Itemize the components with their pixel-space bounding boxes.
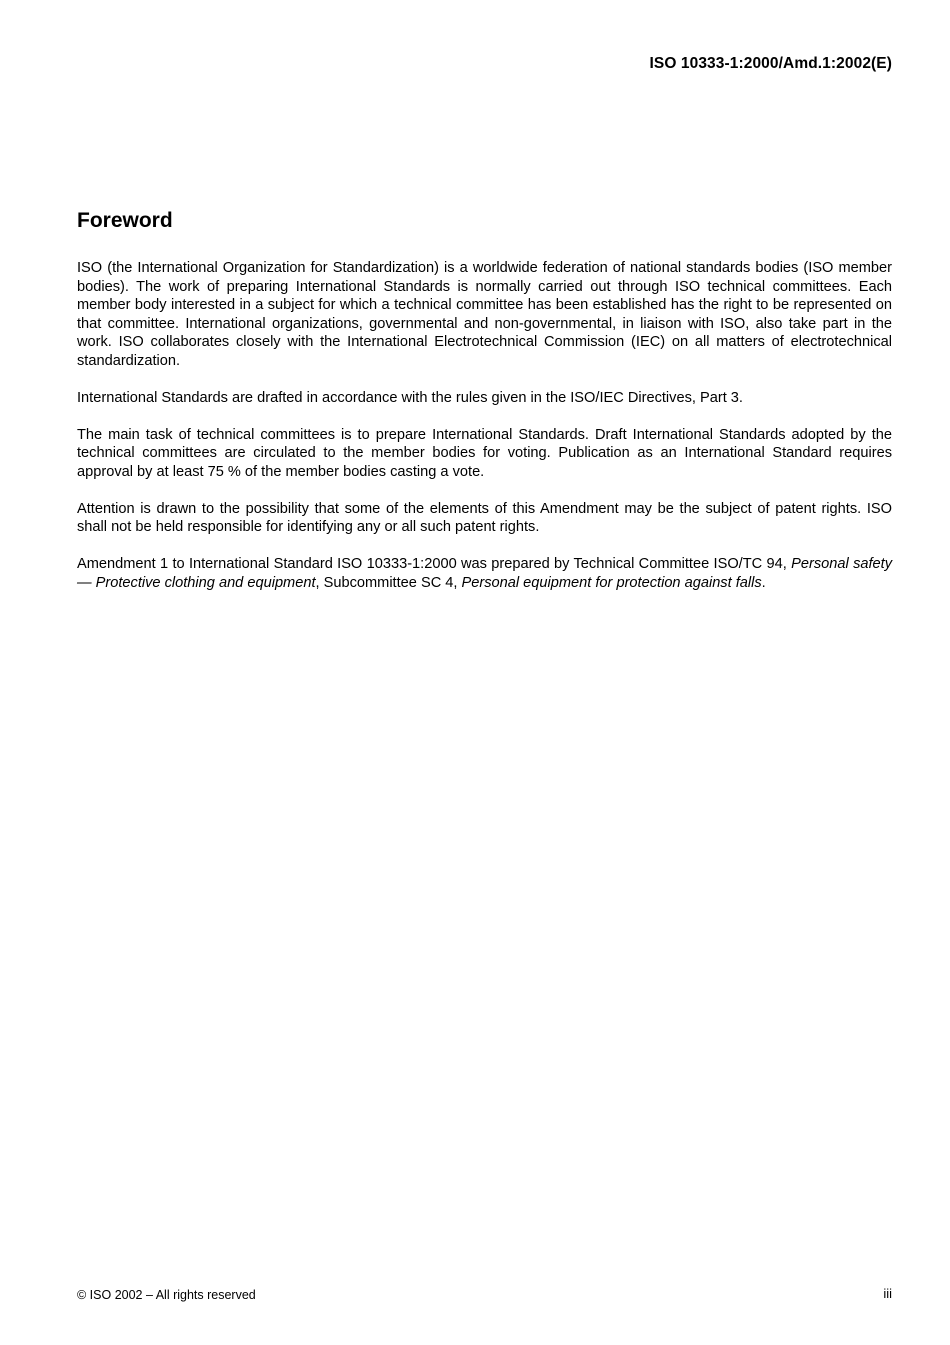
amendment-end: . (761, 574, 766, 591)
copyright-notice: © ISO 2002 – All rights reserved (77, 1288, 256, 1302)
subcommittee-intro: , Subcommittee SC 4, (315, 574, 462, 591)
foreword-body (77, 259, 892, 611)
paragraph-committee-task: The main task of technical committees is to prepare International Standards. Draft International Standards adopted by the technical committees are circulated to the member bodies for voting. Publication as an International Standard requires approval by at least 75 % of the member bodies casting a vote. (77, 426, 892, 480)
document-id-header: ISO 10333-1:2000/Amd.1:2002(E) (649, 55, 892, 72)
subcommittee-title: Personal equipment for protection against falls (461, 574, 762, 591)
amendment-intro: Amendment 1 to International Standard ISO 10333-1:2000 was prepared by Technical Committee ISO/TC 94, (77, 556, 792, 572)
paragraph-amendment-origin (77, 555, 892, 592)
page-number: iii (883, 1286, 892, 1301)
foreword-heading: Foreword (77, 209, 173, 232)
paragraph-patent-rights: Attention is drawn to the possibility that some of the elements of this Amendment may be the subject of patent rights. ISO shall not be held responsible for identifying any or all such patent rights. (77, 500, 892, 535)
committee-title: Personal safety — Protective clothing and equipment (77, 556, 892, 591)
paragraph-drafting-rules: International Standards are drafted in accordance with the rules given in the ISO/IEC Directives, Part 3. (77, 389, 743, 406)
paragraph-iso-federation: ISO (the International Organization for Standardization) is a worldwide federation of national standards bodies (ISO member bodies). The work of preparing International Standards is normally carried out through ISO technical committees. Each member body interested in a subject for which a technical committee has been established has the right to be represented on that committee. International organizations, governmental and non-governmental, in liaison with ISO, also take part in the work. ISO collaborates closely with the International Electrotechnical Commission (IEC) on all matters of electrotechnical standardization. (77, 260, 892, 369)
